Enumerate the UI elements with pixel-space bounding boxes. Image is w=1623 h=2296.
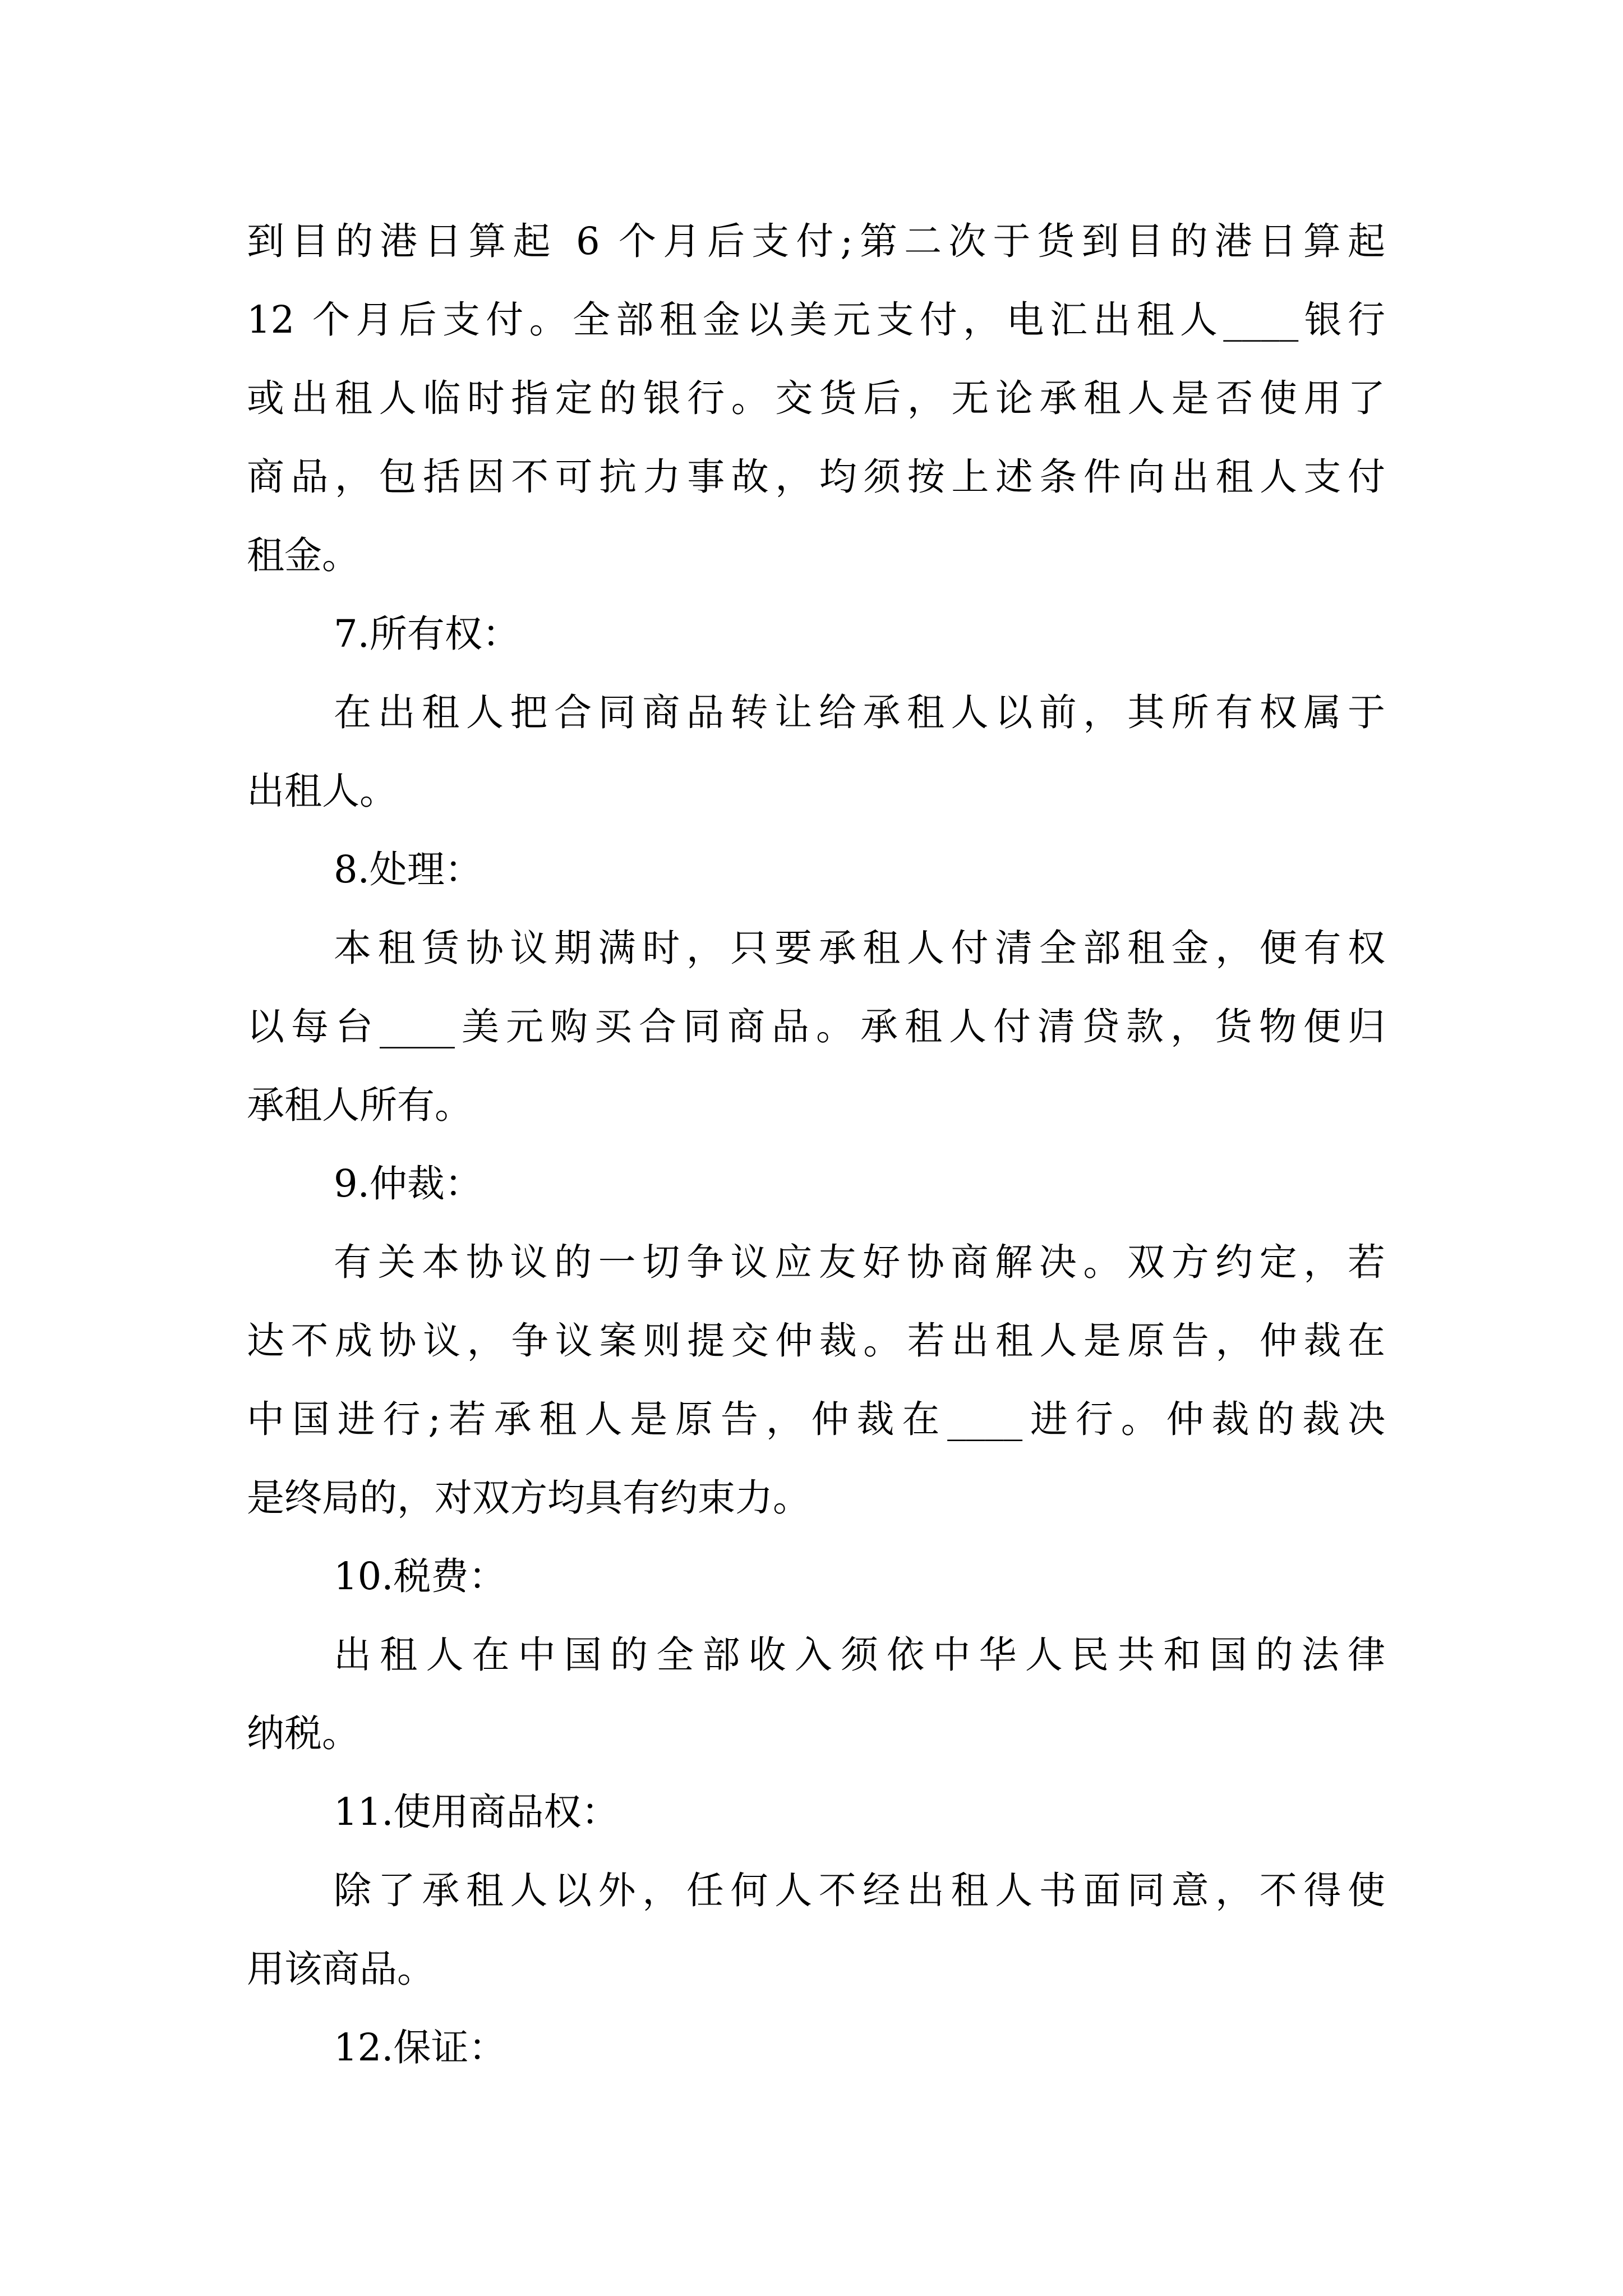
text-line: 达不成协议，争议案则提交仲裁。若出租人是原告，仲裁在 (247, 1319, 1385, 1363)
text-line: 租金。 (247, 533, 359, 577)
text-line: 中国进行;若承租人是原告，仲裁在____进行。仲裁的裁决 (247, 1397, 1385, 1441)
text-line: 有关本协议的一切争议应友好协商解决。双方约定，若 (334, 1240, 1385, 1284)
paragraph-arbitration (247, 1223, 1385, 1537)
paragraph-payment-terms (247, 202, 1385, 595)
text-line: 纳税。 (247, 1711, 359, 1755)
section-heading-disposal: 8.处理： (334, 848, 482, 891)
text-line: 出租人在中国的全部收入须依中华人民共和国的法律 (334, 1633, 1385, 1677)
text-line: 本租赁协议期满时，只要承租人付清全部租金，便有权 (334, 926, 1385, 970)
text-line: 商品，包括因不可抗力事故，均须按上述条件向出租人支付 (247, 455, 1385, 499)
section-heading-guarantee: 12.保证： (334, 2026, 506, 2069)
paragraph-disposal (247, 909, 1385, 1144)
text-line: 除了承租人以外，任何人不经出租人书面同意，不得使 (334, 1869, 1385, 1912)
section-heading-usage-right: 11.使用商品权： (334, 1790, 619, 1834)
section-heading-ownership: 7.所有权： (334, 612, 520, 656)
text-line: 12 个月后支付。全部租金以美元支付，电汇出租人____银行 (247, 298, 1385, 342)
text-line: 到目的港日算起 6 个月后支付;第二次于货到目的港日算起 (247, 219, 1385, 263)
section-heading-arbitration: 9.仲裁： (334, 1162, 482, 1205)
text-line: 或出租人临时指定的银行。交货后，无论承租人是否使用了 (247, 376, 1385, 420)
text-line: 用该商品。 (247, 1947, 435, 1991)
paragraph-usage-right (247, 1851, 1385, 2008)
text-line: 是终局的，对双方均具有约束力。 (247, 1476, 810, 1520)
text-line: 以每台____美元购买合同商品。承租人付清贷款，货物便归 (247, 1005, 1385, 1048)
text-line: 在出租人把合同商品转让给承租人以前，其所有权属于 (334, 691, 1385, 734)
paragraph-ownership (247, 673, 1385, 830)
document-body (247, 202, 1385, 2087)
text-line: 承租人所有。 (247, 1083, 472, 1127)
text-line: 出租人。 (247, 769, 397, 813)
section-heading-taxes: 10.税费： (334, 1554, 506, 1598)
paragraph-taxes (247, 1616, 1385, 1773)
